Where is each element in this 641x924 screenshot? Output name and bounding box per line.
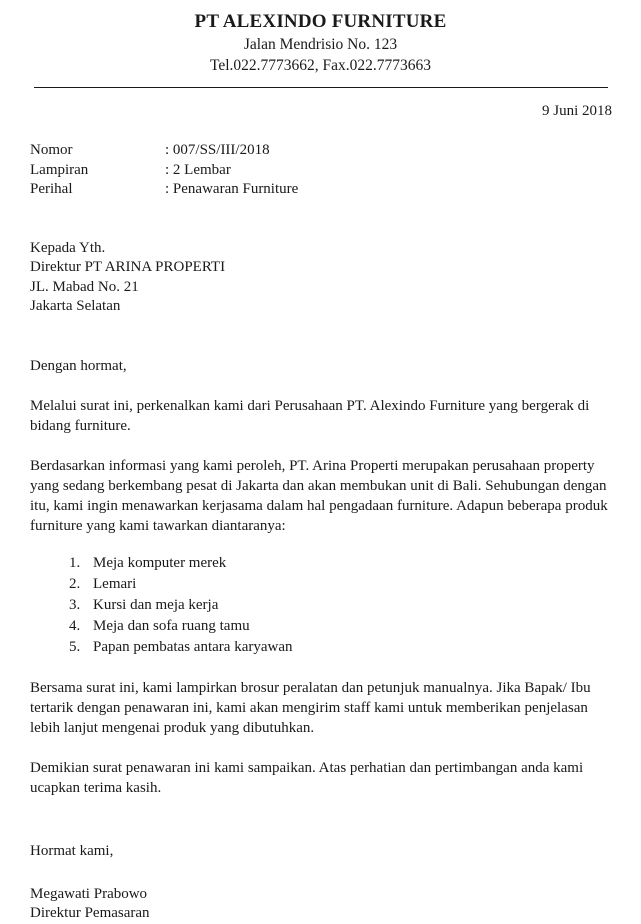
letterhead-divider: [34, 87, 608, 88]
recipient-street: JL. Mabad No. 21: [30, 278, 139, 295]
reference-label-nomor: Nomor: [30, 142, 73, 158]
signature-block: [30, 885, 612, 924]
list-item: 1. Meja komputer merek: [84, 553, 612, 574]
letter-salutation: Dengan hormat,: [30, 357, 127, 374]
reference-text-lampiran: 2 Lembar: [172, 161, 231, 178]
product-list: [30, 553, 612, 658]
signatory-name: Megawati Prabowo: [30, 885, 148, 902]
letter-body-frame: [0, 102, 641, 924]
recipient-city: Jakarta Selatan: [30, 298, 121, 314]
list-item: 3. Kursi dan meja kerja: [84, 595, 612, 616]
reference-separator: :: [165, 181, 170, 197]
reference-row: [30, 141, 612, 161]
recipient-salutation: Kepada Yth.: [30, 239, 106, 256]
paragraph-closing: Demikian surat penawaran ini kami sampaikan. Atas perhatian dan pertimbangan anda kami ucapkan terima kasih.: [30, 760, 584, 796]
reference-block: [30, 141, 612, 200]
list-item: 2. Lemari: [84, 574, 612, 595]
list-item: 5. Papan pembatas antara karyawan: [84, 637, 612, 658]
reference-value-perihal: [165, 180, 612, 200]
recipient-title: Direktur PT ARINA PROPERTI: [30, 259, 226, 275]
reference-text-nomor: 007/SS/III/2018: [172, 142, 270, 158]
recipient-block: [30, 239, 612, 317]
reference-text-perihal: Penawaran Furniture: [172, 181, 299, 197]
list-item: 4. Meja dan sofa ruang tamu: [84, 616, 612, 637]
reference-value-nomor: [165, 141, 612, 161]
reference-label-perihal: Perihal: [30, 181, 73, 197]
paragraph-attachment: Bersama surat ini, kami lampirkan brosur peralatan dan petunjuk manualnya. Jika Bapak/ Ibu tertarik dengan penawaran ini, kami akan mengirim staff kami untuk memberikan penjelasan lebih lanjut mengenai produk yang dibutuhkan.: [30, 680, 591, 736]
paragraph-offer: Berdasarkan informasi yang kami peroleh, PT. Arina Properti merupakan perusahaan property yang sedang berkembang pesat di Jakarta dan akan membukan unit di Bali. Sehubungan dengan itu, kami ingin menawarkan kerjasama dalam hal pengadaan furniture. Adapun beberapa produk furniture yang kami tawarkan diantaranya:: [30, 458, 608, 534]
company-name: PT ALEXINDO FURNITURE: [194, 11, 447, 32]
reference-row: [30, 180, 612, 200]
signature-closing-phrase: Hormat kami,: [30, 843, 114, 859]
reference-row: [30, 161, 612, 181]
reference-value-lampiran: [165, 161, 612, 181]
letter-date: 9 Juni 2018: [541, 103, 612, 119]
letterhead: [0, 0, 641, 88]
reference-label-lampiran: Lampiran: [30, 161, 89, 178]
paragraph-intro: Melalui surat ini, perkenalkan kami dari Perusahaan PT. Alexindo Furniture yang bergerak di bidang furniture.: [30, 398, 590, 434]
company-contact: Tel.022.7773662, Fax.022.7773663: [209, 57, 432, 74]
reference-separator: :: [165, 161, 170, 178]
reference-separator: :: [165, 142, 170, 158]
company-address: Jalan Mendrisio No. 123: [243, 36, 398, 53]
signatory-title: Direktur Pemasaran: [30, 905, 150, 921]
